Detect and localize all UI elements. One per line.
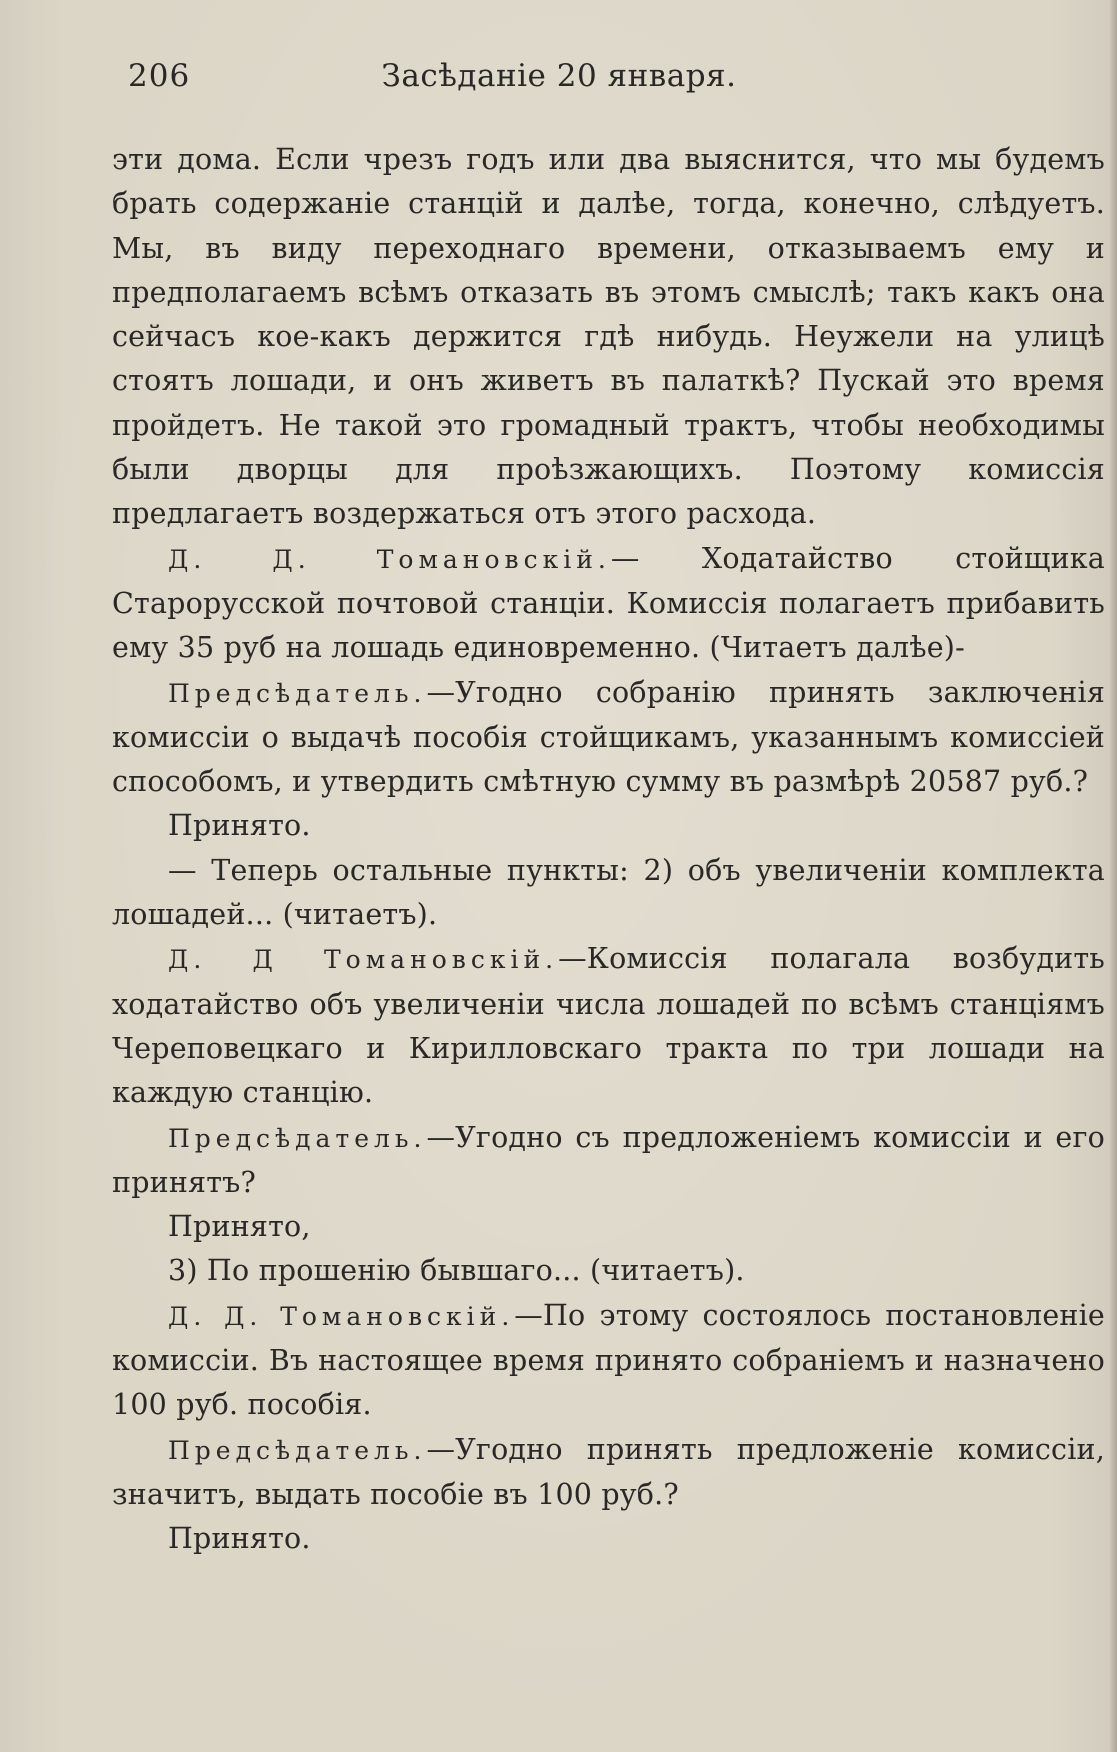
page-number: 206	[128, 58, 191, 94]
paragraph-text: Принято.	[168, 809, 311, 843]
paragraph-continuation	[112, 138, 1105, 537]
paragraph-text: Принято,	[168, 1210, 311, 1244]
paragraph-item	[112, 1249, 1105, 1293]
paragraph-text: —Комиссія полагала возбудить ходатайство объ увеличеніи числа лошадей по всѣмъ станціямъ Череповецкаго и Кирилловскаго тракта по три лошади на каждую станцію.	[112, 942, 1106, 1110]
paragraph-text: —По этому состоялось постановленіе комиссіи. Въ настоящее время принято собраніемъ и назначено 100 руб. пособія.	[112, 1298, 1105, 1422]
speaker-name: Д. Д. Томановскій.	[168, 1301, 515, 1331]
paragraph-speech	[112, 671, 1105, 805]
page-header	[128, 58, 990, 108]
paragraph-speech	[112, 1294, 1105, 1428]
page-edge-shadow	[1109, 0, 1117, 1752]
paragraph-resolution	[112, 1517, 1105, 1561]
paragraph-text: 3) По прошенію бывшаго... (читаетъ).	[168, 1254, 745, 1288]
paragraph-resolution	[112, 1205, 1105, 1249]
paragraph-resolution	[112, 804, 1105, 848]
paragraph-speech	[112, 937, 1105, 1115]
speaker-name: Предсѣдатель.	[168, 1123, 427, 1153]
speaker-name: Предсѣдатель.	[168, 678, 427, 708]
paragraph-text: —Угодно собранію принять заключенія комиссіи о выдачѣ пособія стойщикамъ, указаннымъ комиссіей способомъ, и утвердить смѣтную сумму въ размѣрѣ 20587 руб.?	[112, 675, 1105, 799]
speaker-name: Д. Д. Томановскій.	[168, 544, 611, 574]
paragraph-text: —Угодно съ предложеніемъ комиссіи и его принятъ?	[112, 1120, 1105, 1199]
paragraph-item	[112, 849, 1105, 938]
paragraph-speech	[112, 1116, 1105, 1206]
body-text	[112, 138, 1105, 1562]
running-title: Засѣданіе 20 января.	[381, 58, 737, 94]
paragraph-text: эти дома. Если чрезъ годъ или два выяснится, что мы будемъ брать содержаніе станцій и далѣе, тогда, конечно, слѣдуетъ. Мы, въ виду переходнаго времени, отказываемъ ему и предполагаемъ всѣмъ отказать въ этомъ смыслѣ; такъ какъ она сейчасъ кое-какъ держится гдѣ нибудь. Неужели на улицѣ стоятъ лошади, и онъ живетъ въ палаткѣ? Пускай это время пройдетъ. Не такой это громадный трактъ, чтобы необходимы были дворцы для проѣзжающихъ. Поэтому комиссія предлагаетъ воздержаться отъ этого расхода.	[112, 143, 1105, 531]
paragraph-text: Принято.	[168, 1522, 311, 1556]
paragraph-text: —Угодно принять предложеніе комиссіи, значитъ, выдать пособіе въ 100 руб.?	[112, 1432, 1105, 1511]
paragraph-speech	[112, 1428, 1105, 1518]
speaker-name: Д. Д Томановскій.	[168, 945, 559, 975]
paragraph-speech	[112, 537, 1105, 671]
paragraph-text: — Ходатайство стойщика Старорусской почтовой станціи. Комиссія полагаетъ прибавить ему 35 руб на лошадь единовременно. (Читаетъ далѣе)-	[112, 541, 1105, 665]
speaker-name: Предсѣдатель.	[168, 1435, 427, 1465]
paragraph-text: — Теперь остальные пункты: 2) объ увеличеніи комплекта лошадей... (читаетъ).	[112, 853, 1105, 932]
